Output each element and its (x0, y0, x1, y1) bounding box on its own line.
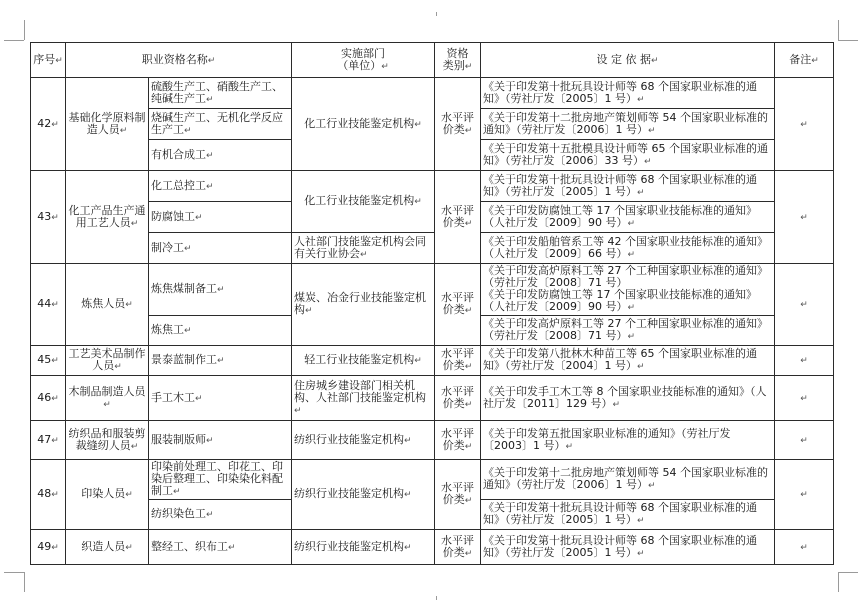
crop-mark-bottom-right-h (838, 572, 858, 573)
note-cell: ↵ (775, 421, 834, 460)
implementing-dept: 人社部门技能鉴定机构会同有关行业协会↵ (292, 233, 435, 264)
header-basis: 设 定 依 据↵ (481, 43, 775, 78)
basis-document: 《关于印发手工木工等 8 个国家职业技能标准的通知》（人社厅发〔2011〕129 号）↵ (481, 376, 775, 421)
qualification-type: 水平评价类↵ (435, 376, 481, 421)
table-row (31, 376, 834, 421)
table-row (31, 78, 834, 109)
crop-mark-bottom-left-v (24, 572, 25, 592)
note-cell: ↵ (775, 264, 834, 346)
group-category: 纺织品和服装剪裁缝纫人员↵ (66, 421, 149, 460)
basis-document: 《关于印发防腐蚀工等 17 个国家职业技能标准的通知》（人社厅发〔2009〕90 号）↵ (481, 202, 775, 233)
qualification-type: 水平评价类↵ (435, 171, 481, 264)
occupation-name: 防腐蚀工↵ (149, 202, 292, 233)
occupation-name: 印染前处理工、印花工、印染后整理工、印染染化料配制工↵ (149, 460, 292, 500)
basis-document: 《关于印发第十五批模具设计师等 65 个国家职业标准的通知》（劳社厅发〔2006〕33 号）↵ (481, 140, 775, 171)
basis-document: 《关于印发第八批林木种苗工等 65 个国家职业标准的通知》（劳社厅发〔2004〕1 号）↵ (481, 346, 775, 376)
qualification-type: 水平评价类↵ (435, 346, 481, 376)
group-number: 47↵ (31, 421, 66, 460)
basis-document: 《关于印发第十批玩具设计师等 68 个国家职业标准的通知》（劳社厅发〔2005〕1 号）↵ (481, 530, 775, 565)
group-number: 42↵ (31, 78, 66, 171)
table-row (31, 346, 834, 376)
basis-document: 《关于印发高炉原料工等 27 个工种国家职业标准的通知》（劳社厅发〔2008〕71 号） 《关于印发防腐蚀工等 17 个国家职业技能标准的通知》（人社厅发〔2009〕90 号）↵ (481, 264, 775, 316)
basis-document: 《关于印发第五批国家职业标准的通知》（劳社厅发〔2003〕1 号）↵ (481, 421, 775, 460)
ruler-mark-top (436, 12, 437, 16)
group-number: 43↵ (31, 171, 66, 264)
table-row (31, 421, 834, 460)
occupation-name: 手工木工↵ (149, 376, 292, 421)
occupation-name: 服装制版师↵ (149, 421, 292, 460)
crop-mark-top-right-h (838, 40, 858, 41)
qualification-type: 水平评价类↵ (435, 530, 481, 565)
group-category: 炼焦人员↵ (66, 264, 149, 346)
occupation-name: 纺织染色工↵ (149, 500, 292, 530)
occupation-qualification-table (30, 42, 834, 565)
qualification-type: 水平评价类↵ (435, 264, 481, 346)
basis-document: 《关于印发第十批玩具设计师等 68 个国家职业标准的通知》（劳社厅发〔2005〕1 号）↵ (481, 171, 775, 202)
table-row (31, 233, 834, 264)
occupation-name: 烧碱生产工、无机化学反应生产工↵ (149, 109, 292, 140)
implementing-dept: 纺织行业技能鉴定机构↵ (292, 421, 435, 460)
implementing-dept: 纺织行业技能鉴定机构↵ (292, 460, 435, 530)
note-cell: ↵ (775, 460, 834, 530)
group-number: 49↵ (31, 530, 66, 565)
table-row (31, 171, 834, 202)
crop-mark-bottom-right-v (838, 572, 839, 592)
group-number: 48↵ (31, 460, 66, 530)
basis-document: 《关于印发船舶管系工等 42 个国家职业技能标准的通知》（人社厅发〔2009〕66 号）↵ (481, 233, 775, 264)
crop-mark-bottom-left-h (4, 572, 24, 573)
note-cell: ↵ (775, 171, 834, 264)
header-name: 职业资格名称↵ (66, 43, 292, 78)
basis-document: 《关于印发第十二批房地产策划师等 54 个国家职业标准的通知》（劳社厅发〔2006〕1 号）↵ (481, 460, 775, 500)
header-note: 备注↵ (775, 43, 834, 78)
crop-mark-top-right-v (838, 20, 839, 40)
group-category: 化工产品生产通用工艺人员↵ (66, 171, 149, 264)
table-row (31, 460, 834, 500)
implementing-dept: 轻工行业技能鉴定机构↵ (292, 346, 435, 376)
basis-document: 《关于印发第十批玩具设计师等 68 个国家职业标准的通知》（劳社厅发〔2005〕1 号）↵ (481, 78, 775, 109)
basis-document: 《关于印发高炉原料工等 27 个工种国家职业标准的通知》（劳社厅发〔2008〕71 号）↵ (481, 316, 775, 346)
table-row (31, 264, 834, 316)
occupation-name: 炼焦工↵ (149, 316, 292, 346)
group-number: 44↵ (31, 264, 66, 346)
occupation-name: 有机合成工↵ (149, 140, 292, 171)
note-cell: ↵ (775, 78, 834, 171)
basis-document: 《关于印发第十批玩具设计师等 68 个国家职业标准的通知》（劳社厅发〔2005〕1 号）↵ (481, 500, 775, 530)
table-row (31, 530, 834, 565)
occupation-name: 化工总控工↵ (149, 171, 292, 202)
header-row (31, 43, 834, 78)
group-number: 45↵ (31, 346, 66, 376)
group-category: 木制品制造人员↵ (66, 376, 149, 421)
group-category: 印染人员↵ (66, 460, 149, 530)
group-number: 46↵ (31, 376, 66, 421)
occupation-name: 炼焦煤制备工↵ (149, 264, 292, 316)
header-seq: 序号↵ (31, 43, 66, 78)
crop-mark-top-left-v (24, 20, 25, 40)
header-dept: 实施部门 （单位）↵ (292, 43, 435, 78)
note-cell: ↵ (775, 530, 834, 565)
occupation-name: 整经工、织布工↵ (149, 530, 292, 565)
note-cell: ↵ (775, 376, 834, 421)
group-category: 工艺美术品制作人员↵ (66, 346, 149, 376)
qualification-type: 水平评价类↵ (435, 421, 481, 460)
header-type: 资格 类别↵ (435, 43, 481, 78)
implementing-dept: 住房城乡建设部门相关机构、人社部门技能鉴定机构↵ (292, 376, 435, 421)
implementing-dept: 化工行业技能鉴定机构↵ (292, 171, 435, 233)
basis-document: 《关于印发第十二批房地产策划师等 54 个国家职业标准的通知》（劳社厅发〔2006〕1 号）↵ (481, 109, 775, 140)
implementing-dept: 煤炭、冶金行业技能鉴定机构↵ (292, 264, 435, 346)
occupation-name: 制冷工↵ (149, 233, 292, 264)
implementing-dept: 纺织行业技能鉴定机构↵ (292, 530, 435, 565)
group-category: 织造人员↵ (66, 530, 149, 565)
note-cell: ↵ (775, 346, 834, 376)
qualification-type: 水平评价类↵ (435, 460, 481, 530)
occupation-name: 景泰蓝制作工↵ (149, 346, 292, 376)
group-category: 基础化学原料制造人员↵ (66, 78, 149, 171)
implementing-dept: 化工行业技能鉴定机构↵ (292, 78, 435, 171)
occupation-name: 硫酸生产工、硝酸生产工、纯碱生产工↵ (149, 78, 292, 109)
ruler-mark-bottom (436, 596, 437, 600)
crop-mark-top-left-h (4, 40, 24, 41)
qualification-type: 水平评价类↵ (435, 78, 481, 171)
